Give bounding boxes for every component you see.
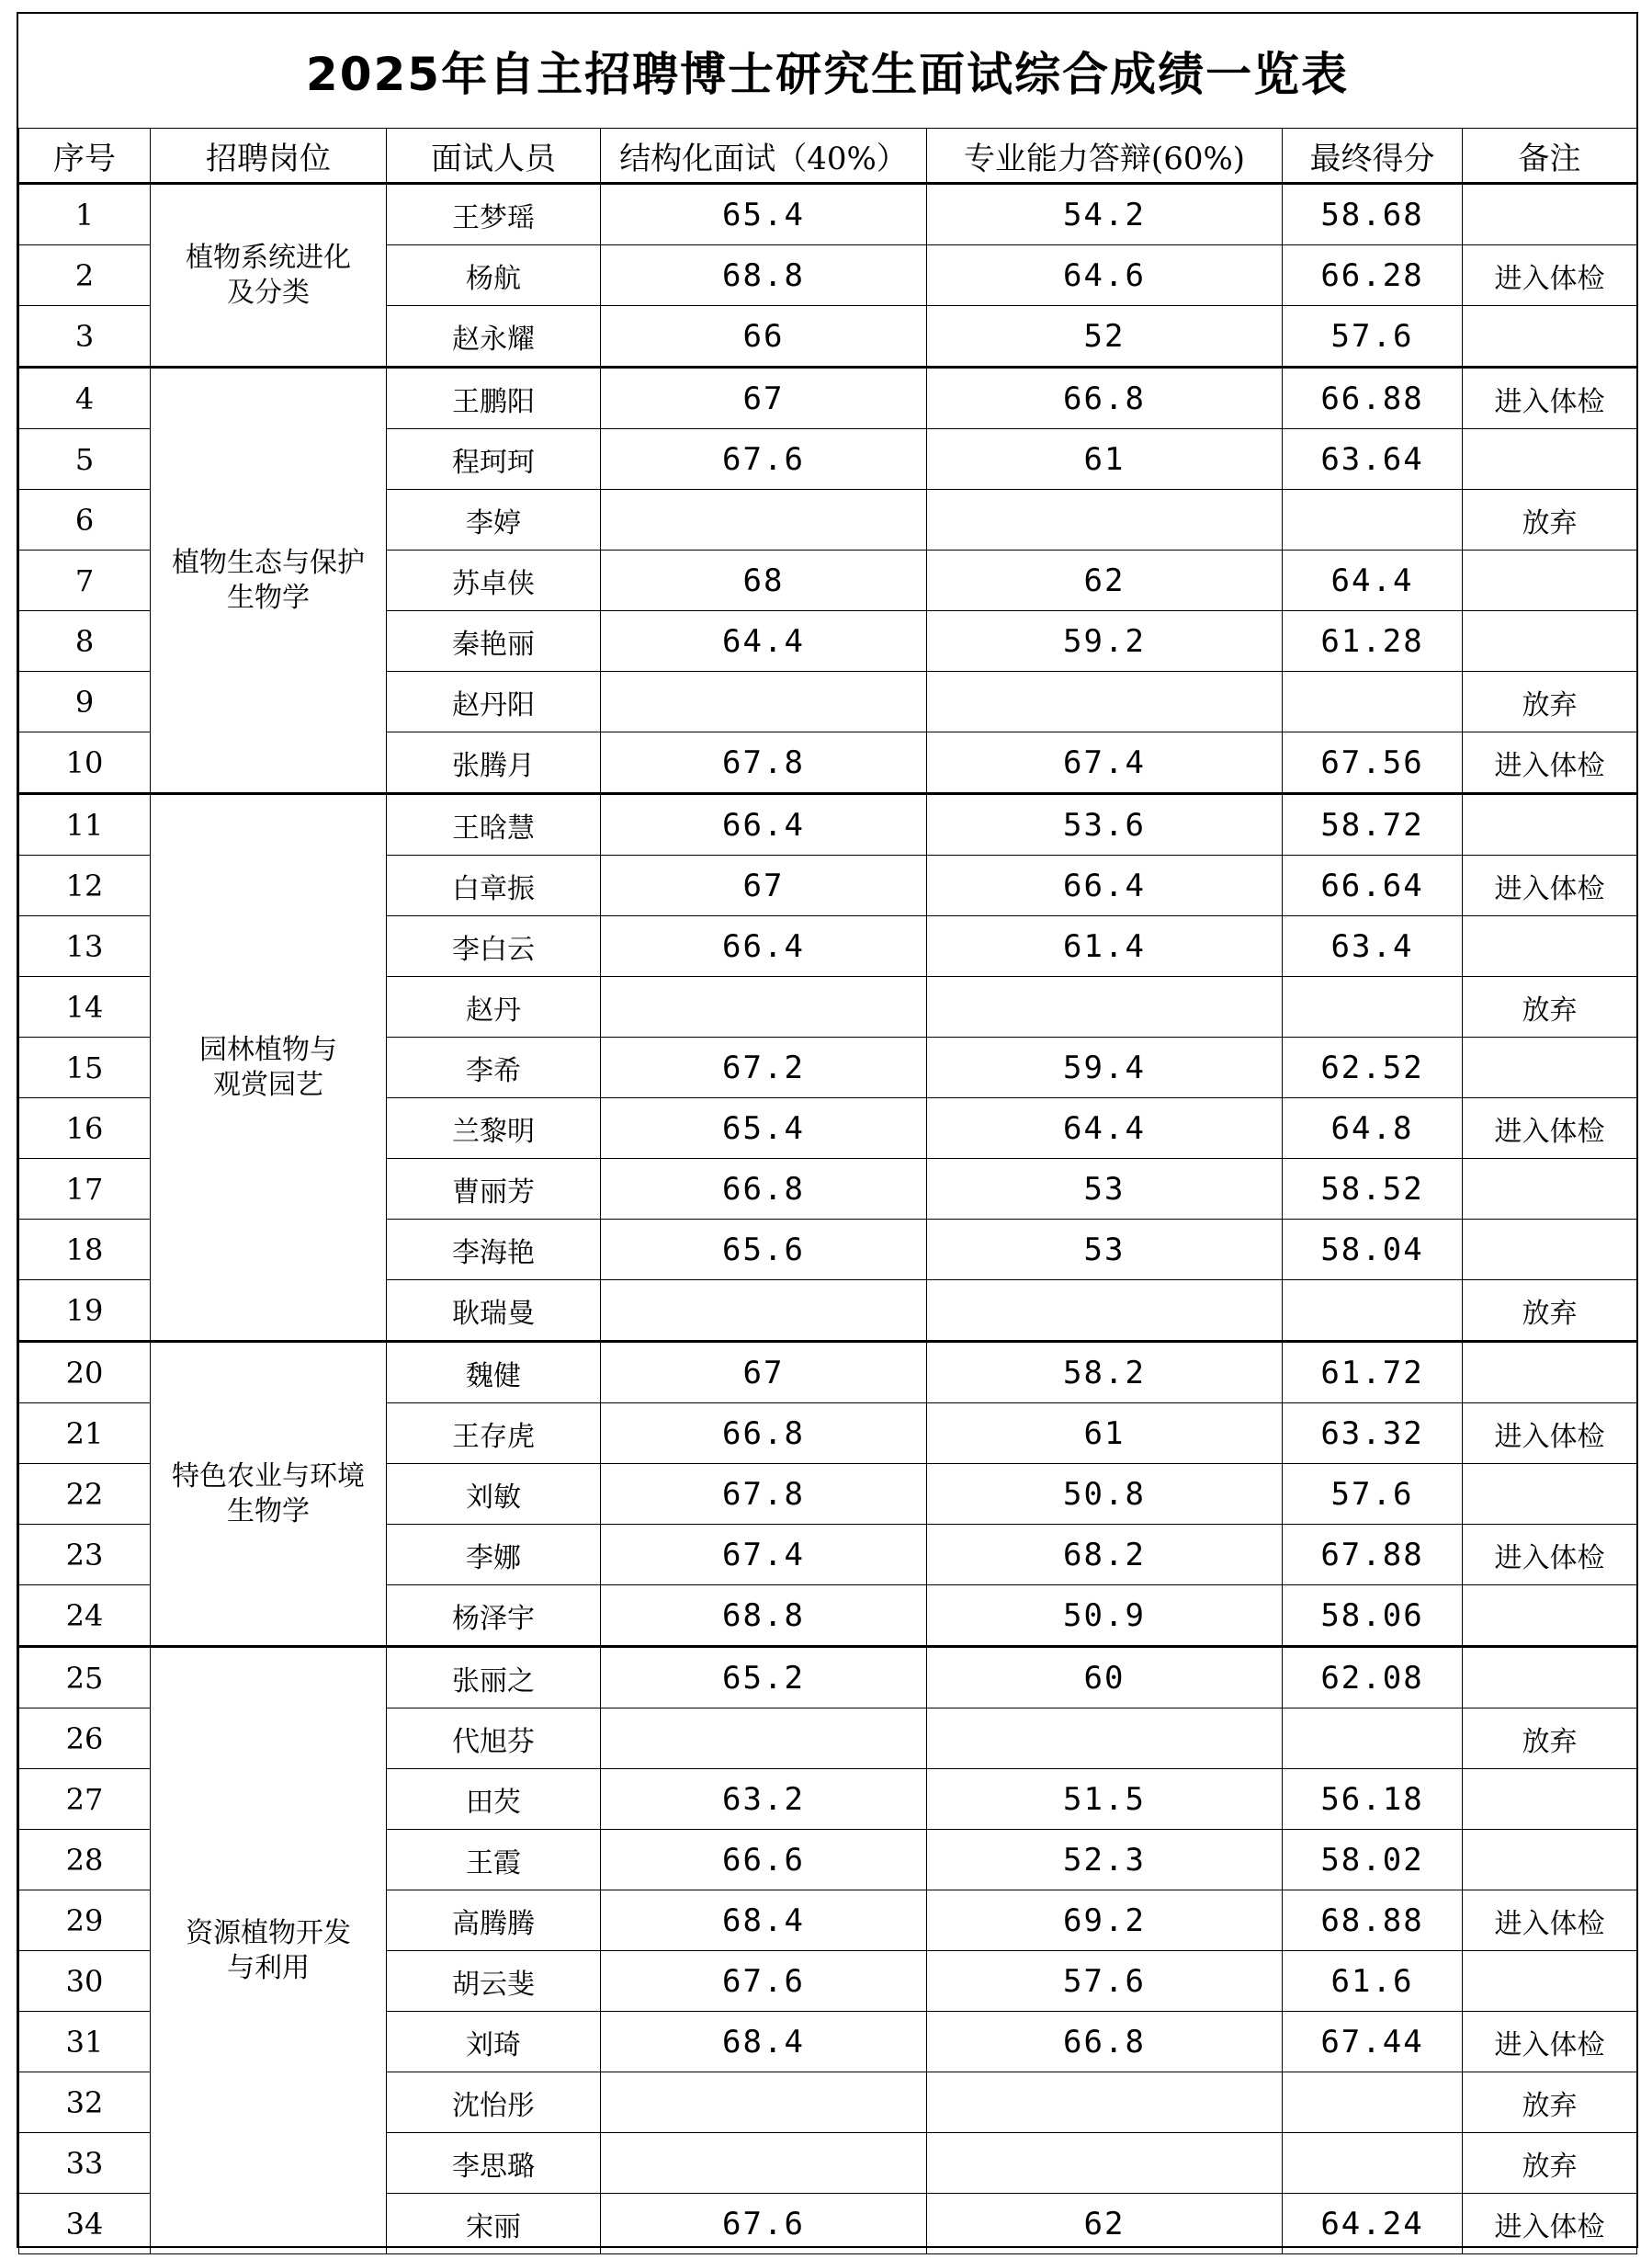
cell-position — [151, 1647, 387, 2254]
cell-candidate: 魏健 — [387, 1342, 601, 1403]
table-row — [19, 1647, 1637, 1708]
cell-remark — [1463, 1647, 1637, 1708]
cell-structured-score: 66.6 — [601, 1830, 927, 1890]
header-position: 招聘岗位 — [151, 129, 387, 184]
cell-final-score: 67.88 — [1283, 1525, 1463, 1585]
cell-candidate: 田芡 — [387, 1769, 601, 1830]
cell-index: 34 — [19, 2194, 151, 2254]
position-line: 特色农业与环境 — [172, 1459, 365, 1493]
cell-candidate: 李海艳 — [387, 1220, 601, 1280]
cell-professional-score: 62 — [927, 2194, 1283, 2254]
cell-remark: 放弃 — [1463, 2133, 1637, 2194]
cell-remark — [1463, 916, 1637, 977]
cell-candidate: 刘琦 — [387, 2012, 601, 2072]
cell-index: 1 — [19, 184, 151, 245]
cell-candidate: 张腾月 — [387, 732, 601, 794]
cell-final-score: 62.08 — [1283, 1647, 1463, 1708]
document-page — [17, 12, 1638, 2248]
cell-structured-score: 68.4 — [601, 2012, 927, 2072]
cell-candidate: 赵丹 — [387, 977, 601, 1038]
cell-structured-score: 65.4 — [601, 184, 927, 245]
header-candidate: 面试人员 — [387, 129, 601, 184]
cell-index: 29 — [19, 1890, 151, 1951]
cell-structured-score: 67 — [601, 856, 927, 916]
cell-index: 21 — [19, 1403, 151, 1464]
cell-structured-score: 68.8 — [601, 245, 927, 306]
cell-structured-score: 67.2 — [601, 1038, 927, 1098]
cell-structured-score — [601, 2133, 927, 2194]
cell-final-score: 63.64 — [1283, 429, 1463, 490]
cell-remark: 放弃 — [1463, 1280, 1637, 1342]
cell-index: 3 — [19, 306, 151, 368]
cell-professional-score: 53.6 — [927, 794, 1283, 856]
cell-final-score — [1283, 1708, 1463, 1769]
cell-professional-score: 53 — [927, 1220, 1283, 1280]
cell-final-score: 58.04 — [1283, 1220, 1463, 1280]
cell-remark — [1463, 429, 1637, 490]
cell-index: 26 — [19, 1708, 151, 1769]
cell-professional-score: 61 — [927, 429, 1283, 490]
cell-candidate: 兰黎明 — [387, 1098, 601, 1159]
cell-structured-score: 67.6 — [601, 1951, 927, 2012]
cell-structured-score: 64.4 — [601, 611, 927, 672]
cell-index: 18 — [19, 1220, 151, 1280]
cell-final-score: 63.32 — [1283, 1403, 1463, 1464]
cell-index: 30 — [19, 1951, 151, 2012]
table-header — [19, 129, 1637, 184]
cell-candidate: 王鹏阳 — [387, 368, 601, 429]
cell-candidate: 李思璐 — [387, 2133, 601, 2194]
cell-candidate: 王晗慧 — [387, 794, 601, 856]
cell-candidate: 赵丹阳 — [387, 672, 601, 732]
cell-professional-score: 57.6 — [927, 1951, 1283, 2012]
cell-professional-score: 67.4 — [927, 732, 1283, 794]
cell-structured-score: 67 — [601, 368, 927, 429]
cell-structured-score: 66 — [601, 306, 927, 368]
position-line: 植物生态与保护 — [172, 546, 365, 579]
cell-professional-score: 50.9 — [927, 1585, 1283, 1647]
cell-index: 24 — [19, 1585, 151, 1647]
cell-structured-score: 68.8 — [601, 1585, 927, 1647]
cell-professional-score — [927, 977, 1283, 1038]
cell-remark: 进入体检 — [1463, 1403, 1637, 1464]
cell-remark: 放弃 — [1463, 2072, 1637, 2133]
cell-professional-score: 52.3 — [927, 1830, 1283, 1890]
cell-professional-score: 61 — [927, 1403, 1283, 1464]
cell-professional-score — [927, 2133, 1283, 2194]
cell-remark: 进入体检 — [1463, 856, 1637, 916]
cell-final-score: 61.72 — [1283, 1342, 1463, 1403]
document-title: 2025年自主招聘博士研究生面试综合成绩一览表 — [305, 48, 1350, 101]
cell-remark: 进入体检 — [1463, 1525, 1637, 1585]
cell-candidate: 代旭芬 — [387, 1708, 601, 1769]
cell-position — [151, 794, 387, 1342]
cell-final-score: 64.4 — [1283, 551, 1463, 611]
cell-index: 20 — [19, 1342, 151, 1403]
cell-candidate: 高腾腾 — [387, 1890, 601, 1951]
cell-professional-score: 64.4 — [927, 1098, 1283, 1159]
cell-final-score: 66.88 — [1283, 368, 1463, 429]
cell-professional-score — [927, 490, 1283, 551]
cell-final-score: 58.52 — [1283, 1159, 1463, 1220]
cell-remark: 进入体检 — [1463, 2012, 1637, 2072]
header-remarks: 备注 — [1463, 129, 1637, 184]
cell-remark — [1463, 611, 1637, 672]
cell-structured-score: 66.8 — [601, 1403, 927, 1464]
cell-index: 15 — [19, 1038, 151, 1098]
cell-index: 2 — [19, 245, 151, 306]
cell-professional-score: 54.2 — [927, 184, 1283, 245]
cell-candidate: 沈怡彤 — [387, 2072, 601, 2133]
position-line: 及分类 — [227, 276, 310, 309]
cell-final-score: 64.24 — [1283, 2194, 1463, 2254]
cell-candidate: 曹丽芳 — [387, 1159, 601, 1220]
cell-final-score: 62.52 — [1283, 1038, 1463, 1098]
cell-index: 33 — [19, 2133, 151, 2194]
cell-index: 22 — [19, 1464, 151, 1525]
cell-structured-score: 63.2 — [601, 1769, 927, 1830]
cell-candidate: 宋丽 — [387, 2194, 601, 2254]
header-structured-interview: 结构化面试（40%） — [601, 129, 927, 184]
cell-remark — [1463, 1220, 1637, 1280]
cell-remark — [1463, 1342, 1637, 1403]
cell-professional-score: 61.4 — [927, 916, 1283, 977]
cell-structured-score: 68.4 — [601, 1890, 927, 1951]
cell-professional-score — [927, 1708, 1283, 1769]
cell-professional-score: 59.2 — [927, 611, 1283, 672]
cell-professional-score: 64.6 — [927, 245, 1283, 306]
cell-final-score: 58.06 — [1283, 1585, 1463, 1647]
cell-professional-score: 51.5 — [927, 1769, 1283, 1830]
cell-professional-score — [927, 672, 1283, 732]
cell-remark — [1463, 1951, 1637, 2012]
cell-candidate: 刘敏 — [387, 1464, 601, 1525]
table-body — [19, 184, 1637, 2254]
cell-structured-score: 67 — [601, 1342, 927, 1403]
position-line: 园林植物与 — [199, 1033, 337, 1066]
cell-position — [151, 184, 387, 368]
cell-remark — [1463, 1159, 1637, 1220]
cell-remark: 进入体检 — [1463, 1890, 1637, 1951]
cell-professional-score: 66.8 — [927, 368, 1283, 429]
cell-remark: 进入体检 — [1463, 732, 1637, 794]
cell-candidate: 秦艳丽 — [387, 611, 601, 672]
cell-final-score: 68.88 — [1283, 1890, 1463, 1951]
cell-candidate: 白章振 — [387, 856, 601, 916]
cell-candidate: 胡云斐 — [387, 1951, 601, 2012]
cell-index: 13 — [19, 916, 151, 977]
cell-professional-score: 58.2 — [927, 1342, 1283, 1403]
cell-index: 27 — [19, 1769, 151, 1830]
cell-professional-score — [927, 2072, 1283, 2133]
cell-remark: 进入体检 — [1463, 1098, 1637, 1159]
cell-remark — [1463, 551, 1637, 611]
cell-remark: 放弃 — [1463, 490, 1637, 551]
table-row — [19, 794, 1637, 856]
cell-remark — [1463, 1830, 1637, 1890]
cell-structured-score — [601, 977, 927, 1038]
cell-final-score: 67.56 — [1283, 732, 1463, 794]
cell-structured-score — [601, 672, 927, 732]
position-line: 观赏园艺 — [213, 1068, 323, 1101]
cell-structured-score: 67.4 — [601, 1525, 927, 1585]
cell-final-score — [1283, 2072, 1463, 2133]
cell-remark: 放弃 — [1463, 1708, 1637, 1769]
header-final-score: 最终得分 — [1283, 129, 1463, 184]
cell-position — [151, 1342, 387, 1647]
cell-index: 25 — [19, 1647, 151, 1708]
cell-index: 5 — [19, 429, 151, 490]
cell-final-score: 66.64 — [1283, 856, 1463, 916]
cell-structured-score: 65.4 — [601, 1098, 927, 1159]
cell-candidate: 杨泽宇 — [387, 1585, 601, 1647]
header-row — [19, 129, 1637, 184]
cell-candidate: 王霞 — [387, 1830, 601, 1890]
cell-index: 31 — [19, 2012, 151, 2072]
position-line: 资源植物开发 — [186, 1916, 351, 1949]
cell-final-score: 56.18 — [1283, 1769, 1463, 1830]
cell-candidate: 苏卓侠 — [387, 551, 601, 611]
header-index: 序号 — [19, 129, 151, 184]
cell-index: 4 — [19, 368, 151, 429]
cell-candidate: 王存虎 — [387, 1403, 601, 1464]
cell-structured-score: 66.4 — [601, 794, 927, 856]
cell-final-score: 66.28 — [1283, 245, 1463, 306]
cell-structured-score — [601, 1280, 927, 1342]
cell-index: 32 — [19, 2072, 151, 2133]
cell-professional-score: 68.2 — [927, 1525, 1283, 1585]
cell-remark — [1463, 306, 1637, 368]
cell-remark: 放弃 — [1463, 977, 1637, 1038]
cell-candidate: 耿瑞曼 — [387, 1280, 601, 1342]
cell-candidate: 张丽之 — [387, 1647, 601, 1708]
cell-structured-score: 65.2 — [601, 1647, 927, 1708]
position-line: 生物学 — [227, 1494, 310, 1527]
cell-remark — [1463, 1769, 1637, 1830]
cell-final-score: 58.72 — [1283, 794, 1463, 856]
cell-final-score: 58.68 — [1283, 184, 1463, 245]
cell-professional-score — [927, 1280, 1283, 1342]
cell-remark — [1463, 794, 1637, 856]
cell-index: 14 — [19, 977, 151, 1038]
cell-final-score: 57.6 — [1283, 1464, 1463, 1525]
cell-remark: 进入体检 — [1463, 245, 1637, 306]
cell-remark — [1463, 1585, 1637, 1647]
table-row — [19, 184, 1637, 245]
cell-candidate: 李婷 — [387, 490, 601, 551]
cell-candidate: 李白云 — [387, 916, 601, 977]
cell-structured-score: 67.6 — [601, 2194, 927, 2254]
cell-remark — [1463, 1464, 1637, 1525]
cell-professional-score: 50.8 — [927, 1464, 1283, 1525]
cell-final-score: 67.44 — [1283, 2012, 1463, 2072]
cell-index: 23 — [19, 1525, 151, 1585]
cell-structured-score: 67.6 — [601, 429, 927, 490]
cell-final-score — [1283, 1280, 1463, 1342]
position-line: 与利用 — [227, 1951, 310, 1984]
cell-professional-score: 59.4 — [927, 1038, 1283, 1098]
cell-index: 17 — [19, 1159, 151, 1220]
cell-structured-score: 67.8 — [601, 1464, 927, 1525]
cell-index: 11 — [19, 794, 151, 856]
cell-index: 16 — [19, 1098, 151, 1159]
score-table — [18, 128, 1637, 2254]
cell-remark — [1463, 184, 1637, 245]
table-row — [19, 1342, 1637, 1403]
cell-structured-score: 66.4 — [601, 916, 927, 977]
cell-final-score — [1283, 2133, 1463, 2194]
cell-candidate: 赵永耀 — [387, 306, 601, 368]
cell-remark: 放弃 — [1463, 672, 1637, 732]
cell-remark — [1463, 1038, 1637, 1098]
position-line: 植物系统进化 — [186, 241, 351, 274]
cell-structured-score: 65.6 — [601, 1220, 927, 1280]
cell-structured-score: 67.8 — [601, 732, 927, 794]
cell-index: 12 — [19, 856, 151, 916]
cell-final-score: 58.02 — [1283, 1830, 1463, 1890]
cell-candidate: 杨航 — [387, 245, 601, 306]
cell-professional-score: 52 — [927, 306, 1283, 368]
cell-candidate: 程珂珂 — [387, 429, 601, 490]
cell-professional-score: 62 — [927, 551, 1283, 611]
cell-final-score: 57.6 — [1283, 306, 1463, 368]
cell-final-score — [1283, 977, 1463, 1038]
cell-candidate: 王梦瑶 — [387, 184, 601, 245]
header-professional-defense: 专业能力答辩(60%) — [927, 129, 1283, 184]
cell-final-score — [1283, 490, 1463, 551]
cell-professional-score: 69.2 — [927, 1890, 1283, 1951]
cell-remark: 进入体检 — [1463, 368, 1637, 429]
cell-index: 8 — [19, 611, 151, 672]
cell-structured-score — [601, 2072, 927, 2133]
cell-structured-score: 66.8 — [601, 1159, 927, 1220]
cell-final-score: 61.28 — [1283, 611, 1463, 672]
cell-final-score: 61.6 — [1283, 1951, 1463, 2012]
cell-remark: 进入体检 — [1463, 2194, 1637, 2254]
cell-structured-score: 68 — [601, 551, 927, 611]
cell-professional-score: 66.8 — [927, 2012, 1283, 2072]
cell-index: 9 — [19, 672, 151, 732]
cell-index: 19 — [19, 1280, 151, 1342]
cell-index: 10 — [19, 732, 151, 794]
position-line: 生物学 — [227, 581, 310, 614]
cell-final-score: 64.8 — [1283, 1098, 1463, 1159]
cell-structured-score — [601, 1708, 927, 1769]
cell-professional-score: 53 — [927, 1159, 1283, 1220]
cell-index: 7 — [19, 551, 151, 611]
cell-structured-score — [601, 490, 927, 551]
cell-professional-score: 60 — [927, 1647, 1283, 1708]
table-row — [19, 368, 1637, 429]
cell-professional-score: 66.4 — [927, 856, 1283, 916]
cell-index: 6 — [19, 490, 151, 551]
cell-final-score — [1283, 672, 1463, 732]
cell-final-score: 63.4 — [1283, 916, 1463, 977]
cell-index: 28 — [19, 1830, 151, 1890]
cell-candidate: 李希 — [387, 1038, 601, 1098]
cell-candidate: 李娜 — [387, 1525, 601, 1585]
cell-position — [151, 368, 387, 794]
